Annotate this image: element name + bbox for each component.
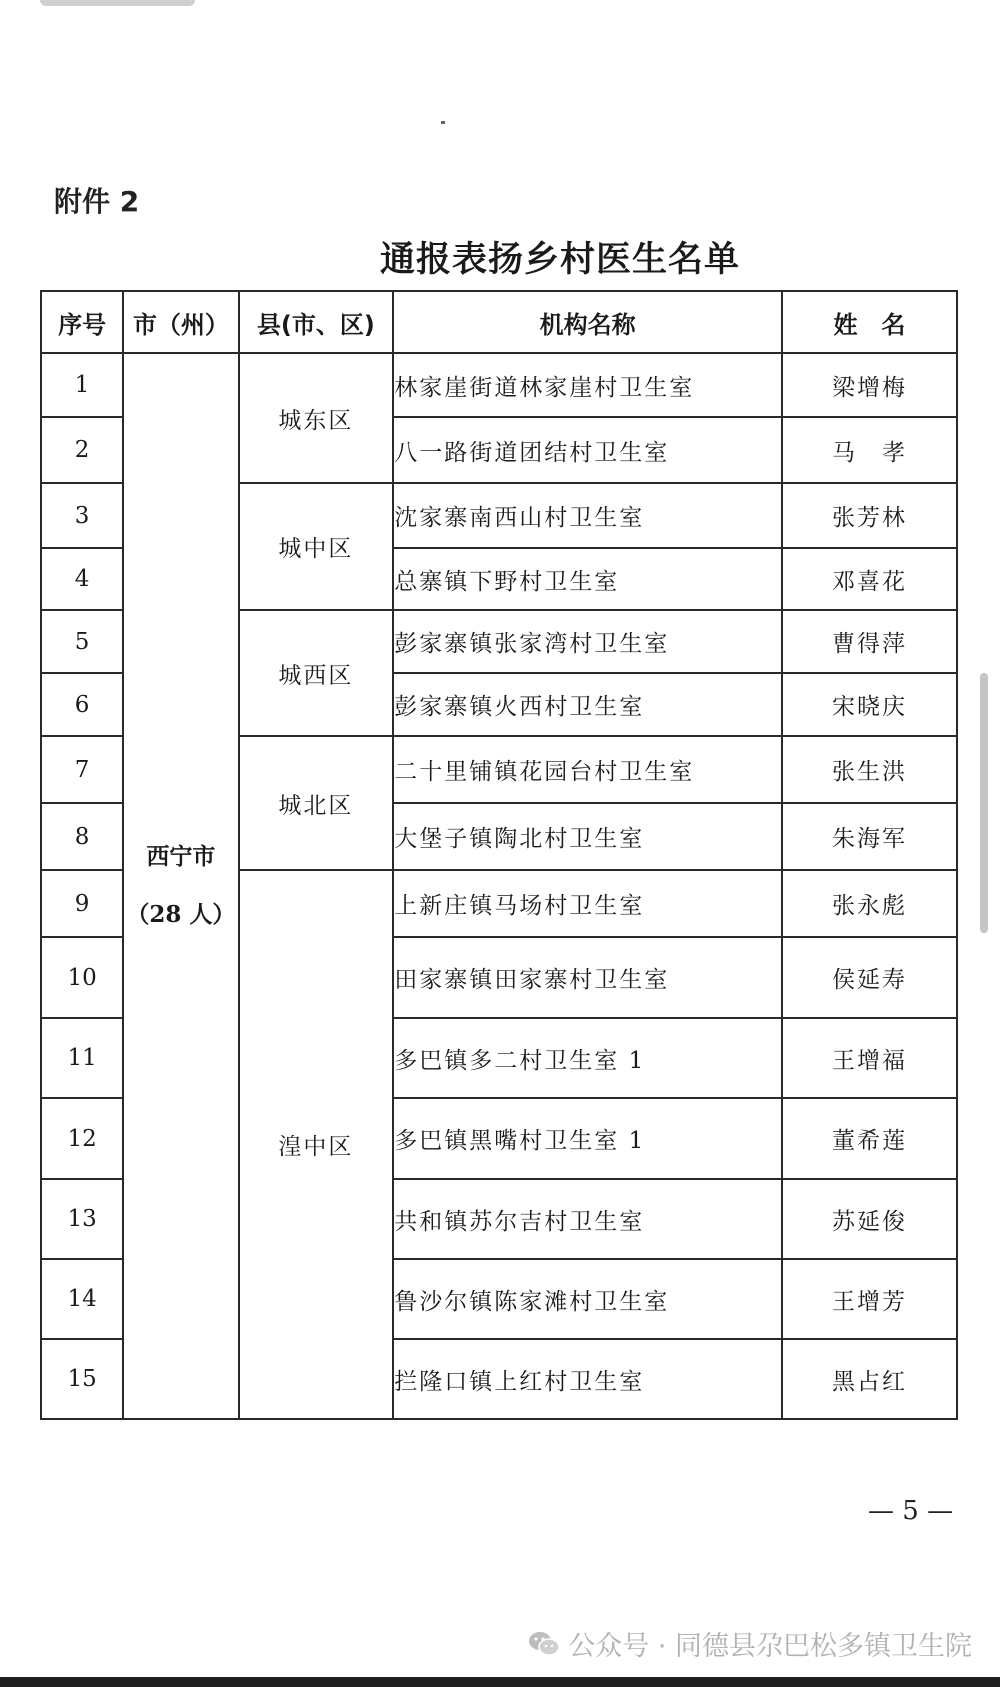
watermark-text: 公众号 · 同德县尕巴松多镇卫生院 <box>568 1631 972 1662</box>
org-name: 大堡子镇陶北村卫生室 <box>393 803 782 870</box>
row-number: 6 <box>41 673 123 736</box>
table-header-row <box>41 291 957 353</box>
doctor-name: 王增芳 <box>782 1259 957 1339</box>
scrollbar-thumb[interactable] <box>980 673 988 933</box>
org-name: 共和镇苏尔吉村卫生室 <box>393 1179 782 1259</box>
table-row <box>41 353 957 417</box>
header-org: 机构名称 <box>393 291 782 353</box>
row-number: 15 <box>41 1339 123 1419</box>
doctor-name: 朱海军 <box>782 803 957 870</box>
document-title: 通报表扬乡村医生名单 <box>379 240 740 280</box>
city-cell <box>123 353 238 1419</box>
row-number: 9 <box>41 870 123 937</box>
org-name: 沈家寨南西山村卫生室 <box>393 483 782 548</box>
doctor-name: 张永彪 <box>782 870 957 937</box>
row-number: 7 <box>41 736 123 803</box>
doctor-name: 侯延寿 <box>782 937 957 1018</box>
org-name: 田家寨镇田家寨村卫生室 <box>393 937 782 1018</box>
org-name: 多巴镇多二村卫生室 1 <box>393 1018 782 1098</box>
scan-speck <box>441 121 445 124</box>
row-number: 12 <box>41 1098 123 1179</box>
row-number: 14 <box>41 1259 123 1339</box>
doctor-name: 董希莲 <box>782 1098 957 1179</box>
org-name: 鲁沙尔镇陈家滩村卫生室 <box>393 1259 782 1339</box>
county-cell: 湟中区 <box>239 870 394 1419</box>
doctor-name: 邓喜花 <box>782 548 957 610</box>
row-number: 11 <box>41 1018 123 1098</box>
wechat-icon <box>528 1630 560 1658</box>
doctor-name: 梁增梅 <box>782 353 957 417</box>
doctor-name: 张芳林 <box>782 483 957 548</box>
city-count: （28 人） <box>126 901 236 928</box>
doctor-name: 王增福 <box>782 1018 957 1098</box>
watermark <box>528 1624 972 1663</box>
county-cell: 城北区 <box>239 736 394 870</box>
org-name: 上新庄镇马场村卫生室 <box>393 870 782 937</box>
county-cell: 城中区 <box>239 483 394 610</box>
org-name: 八一路街道团结村卫生室 <box>393 417 782 483</box>
top-tab <box>40 0 195 6</box>
page-number: — 5 — <box>868 1496 954 1526</box>
bottom-bar <box>0 1677 1000 1687</box>
doctor-name: 宋晓庆 <box>782 673 957 736</box>
row-number: 3 <box>41 483 123 548</box>
header-city: 市（州） <box>123 291 238 353</box>
attachment-label: 附件 2 <box>54 185 140 218</box>
row-number: 1 <box>41 353 123 417</box>
doctor-list-table <box>40 290 958 1420</box>
row-number: 4 <box>41 548 123 610</box>
doctor-name: 曹得萍 <box>782 610 957 673</box>
doctor-name: 马 孝 <box>782 417 957 483</box>
county-cell: 城东区 <box>239 353 394 483</box>
header-county: 县(市、区) <box>239 291 394 353</box>
header-name: 姓 名 <box>782 291 957 353</box>
row-number: 5 <box>41 610 123 673</box>
org-name: 拦隆口镇上红村卫生室 <box>393 1339 782 1419</box>
org-name: 彭家寨镇张家湾村卫生室 <box>393 610 782 673</box>
org-name: 二十里铺镇花园台村卫生室 <box>393 736 782 803</box>
header-no: 序号 <box>41 291 123 353</box>
org-name: 林家崖街道林家崖村卫生室 <box>393 353 782 417</box>
city-name: 西宁市 <box>146 843 216 870</box>
row-number: 2 <box>41 417 123 483</box>
row-number: 13 <box>41 1179 123 1259</box>
org-name: 彭家寨镇火西村卫生室 <box>393 673 782 736</box>
org-name: 总寨镇下野村卫生室 <box>393 548 782 610</box>
county-cell: 城西区 <box>239 610 394 736</box>
row-number: 8 <box>41 803 123 870</box>
doctor-name: 张生洪 <box>782 736 957 803</box>
doctor-name: 黑占红 <box>782 1339 957 1419</box>
org-name: 多巴镇黑嘴村卫生室 1 <box>393 1098 782 1179</box>
row-number: 10 <box>41 937 123 1018</box>
doctor-name: 苏延俊 <box>782 1179 957 1259</box>
